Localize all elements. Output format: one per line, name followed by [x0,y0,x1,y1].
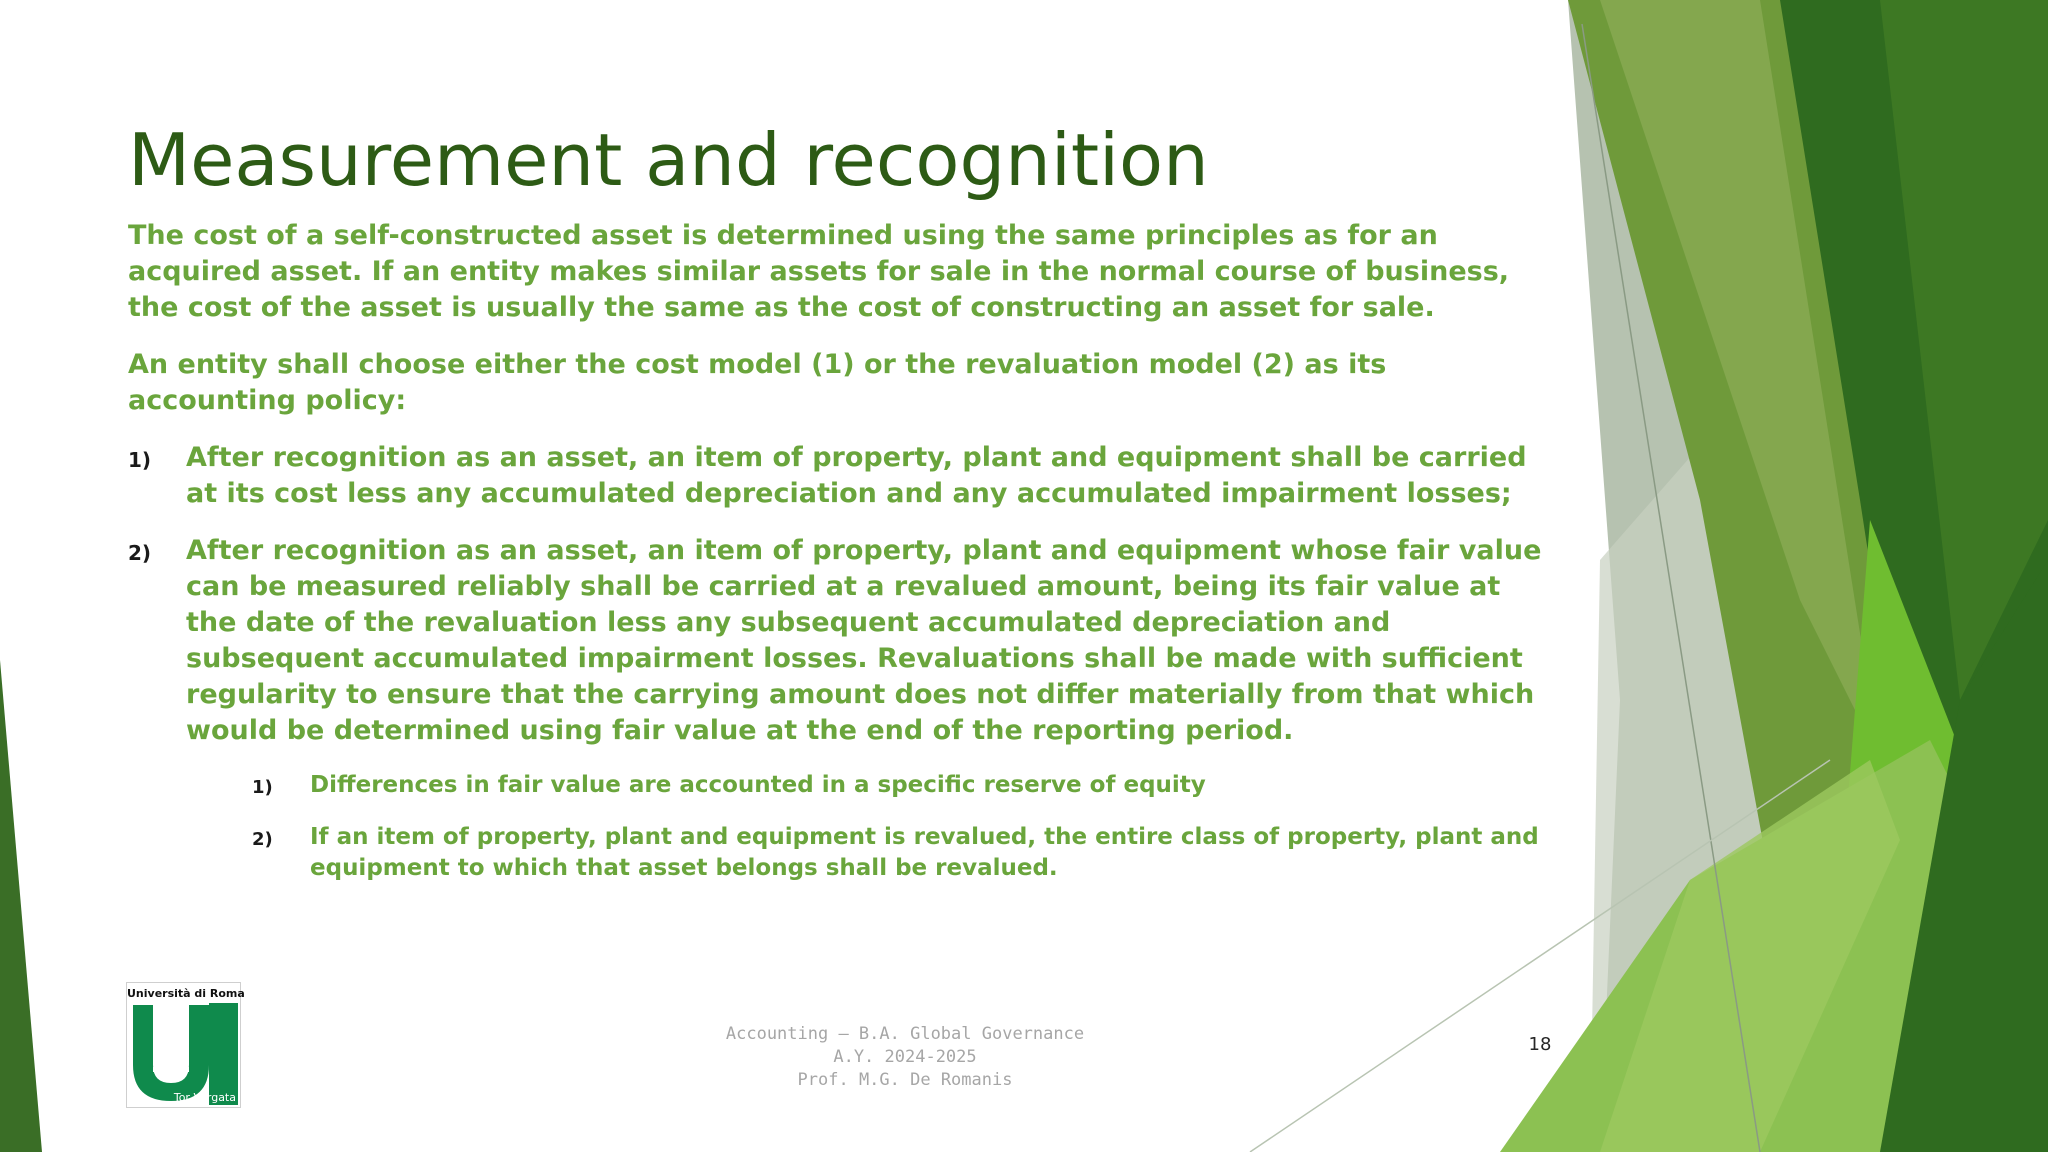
left-green-wedge [0,660,42,1152]
logo-emblem-icon [131,1003,238,1105]
sublist-item-text: Differences in fair value are accounted in a specific reserve of equity [310,772,1206,798]
footer-year: A.Y. 2024-2025 [833,1047,977,1067]
paragraph-self-constructed-asset: The cost of a self-constructed asset is determined using the same principles as for an acquired asset. If an entity makes similar assets for sale in the normal course of business, the cost of the asset is usually the same as the cost of constructing an asset for sale. [128,220,1510,323]
page-number: 18 [1528,1034,1552,1055]
list-item-text: After recognition as an asset, an item of property, plant and equipment whose fair value can be measured reliably shall be carried at a revalued amount, being its fair value at the date of the revaluation less any subsequent accumulated depreciation and subsequent accumulated impairment losses. Revaluations shall be made with sufficient regularity to ensure that the carrying amount does not differ materially from that which would be determined using fair value at the end of the reporting period. [186,535,1542,746]
list-item [128,533,1548,749]
list-item [128,440,1548,512]
university-logo [126,982,245,1108]
footer-course: Accounting – B.A. Global Governance [725,1024,1085,1044]
paragraph-accounting-policy: An entity shall choose either the cost model (1) or the revaluation model (2) as its accounting policy: [128,349,1387,416]
logo-university-text: Università di Roma [127,987,245,1000]
sublist-item [252,770,1548,801]
footer [690,1023,1120,1092]
footer-professor: Prof. M.G. De Romanis [797,1070,1013,1090]
list-number: 1) [128,448,152,472]
list-item-text: After recognition as an asset, an item of property, plant and equipment shall be carried at its cost less any accumulated depreciation and any accumulated impairment losses; [186,442,1527,509]
sublist-item [252,822,1548,884]
sublist-item-text: If an item of property, plant and equipment is revalued, the entire class of property, plant and equipment to which that asset belongs shall be revalued. [310,824,1539,881]
slide-title: Measurement and recognition [128,118,1209,202]
sublist-number: 1) [252,777,273,798]
slide-body [128,218,1548,905]
logo-campus-text: Tor Vergata [173,1091,236,1104]
revaluation-sublist [128,770,1548,884]
sublist-number: 2) [252,829,273,850]
model-list [128,440,1548,749]
list-number: 2) [128,541,152,565]
